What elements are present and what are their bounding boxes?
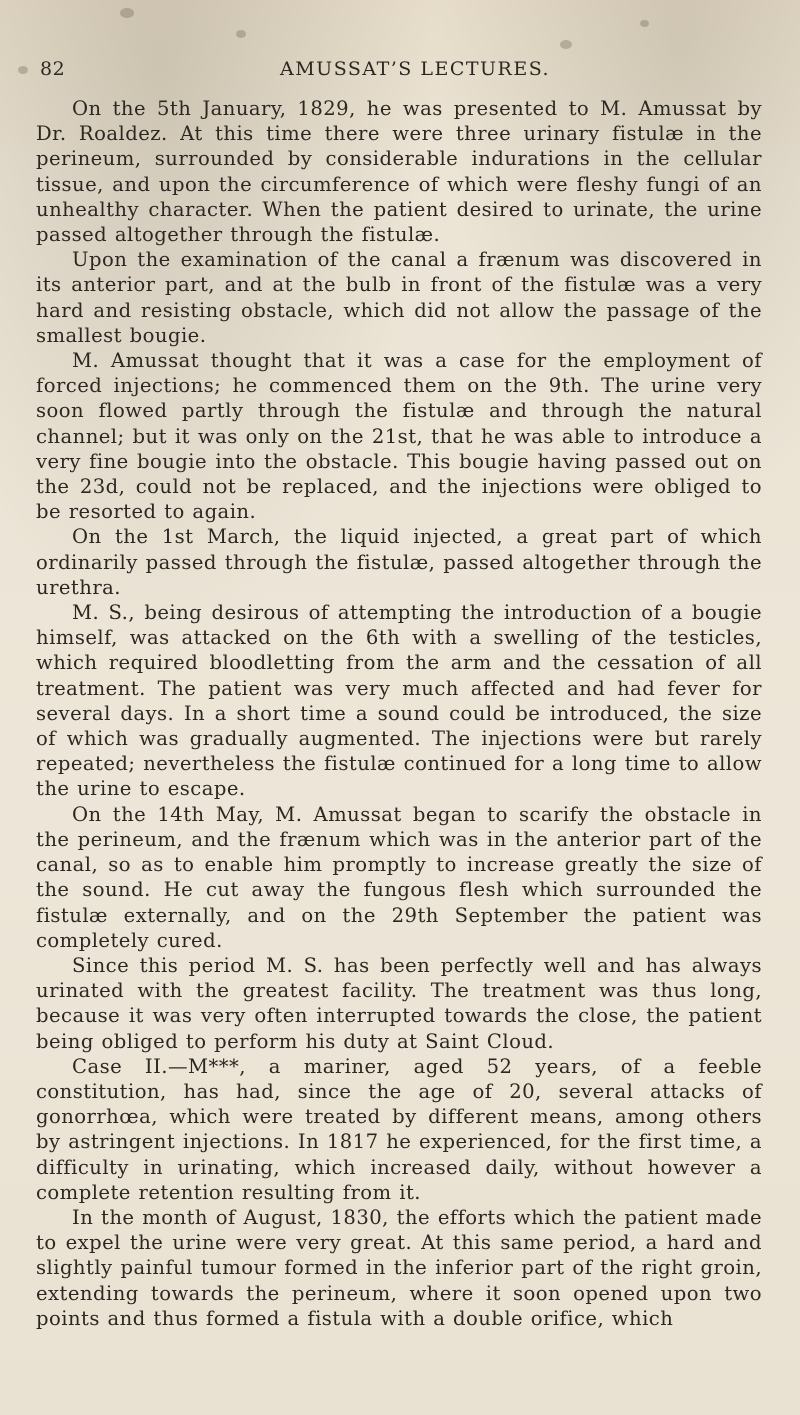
- body-text: [36, 96, 762, 1331]
- paragraph: M. Amussat thought that it was a case for the employment of forced injections; he commenced them on the 9th. The urine very soon flowed partly through the fistulæ and through the natural channel; but it was only on the 21st, that he was able to introduce a very fine bougie into the obstacle. This bougie having passed out on the 23d, could not be replaced, and the injections were obliged to be resorted to again.: [36, 349, 762, 524]
- paper-stain: [236, 30, 246, 38]
- paper-stain: [560, 40, 572, 49]
- paragraph: Since this period M. S. has been perfectly well and has always urinated with the greatest facility. The treatment was thus long, because it was very often interrupted towards the close, the patient being obliged to perform his duty at Saint Cloud.: [36, 953, 762, 1053]
- page-number: 82: [40, 58, 66, 80]
- paper-stain: [120, 8, 134, 18]
- paragraph: On the 1st March, the liquid injected, a great part of which ordinarily passed through the fistulæ, passed altogether through the urethra.: [36, 525, 762, 599]
- paragraph: Upon the examination of the canal a frænum was discovered in its anterior part, and at the bulb in front of the fistulæ was a very hard and resisting obstacle, which did not allow the passage of the smallest bougie.: [36, 248, 762, 347]
- paragraph: M. S., being desirous of attempting the introduction of a bougie himself, was attacked on the 6th with a swelling of the testicles, which required bloodletting from the arm and the cessation of all treatment. The patient was very much affected and had fever for several days. In a short time a sound could be introduced, the size of which was gradually augmented. The injections were but rarely repeated; nevertheless the fistulæ continued for a long time to allow the urine to escape.: [36, 601, 762, 801]
- paragraph: In the month of August, 1830, the efforts which the patient made to expel the urine were very great. At this same period, a hard and slightly painful tumour formed in the inferior part of the right groin, extending towards the perineum, where it soon opened upon two points and thus formed a fistula with a double orifice, which: [36, 1205, 762, 1330]
- paragraph: On the 5th January, 1829, he was presented to M. Amussat by Dr. Roaldez. At this time there were three urinary fistulæ in the perineum, surrounded by considerable indurations in the cellular tissue, and upon the circumference of which were fleshy fungi of an unhealthy character. When the patient desired to urinate, the urine passed altogether through the fistulæ.: [36, 97, 762, 247]
- paragraph: On the 14th May, M. Amussat began to scarify the obstacle in the perineum, and the frænum which was in the anterior part of the canal, so as to enable him promptly to increase greatly the size of the sound. He cut away the fungous flesh which surrounded the fistulæ externally, and on the 29th September the patient was completely cured.: [36, 802, 762, 952]
- paragraph: Case II.—M***, a mariner, aged 52 years, of a feeble constitution, has had, since the age of 20, several attacks of gonorrhœa, which were treated by different means, among others by astringent injections. In 1817 he experienced, for the first time, a difficulty in urinating, which increased daily, without however a complete retention resulting from it.: [36, 1054, 762, 1204]
- page-header: [40, 58, 780, 88]
- paper-stain: [18, 66, 28, 74]
- running-head: AMUSSAT’S LECTURES.: [280, 58, 551, 80]
- paper-stain: [640, 20, 649, 27]
